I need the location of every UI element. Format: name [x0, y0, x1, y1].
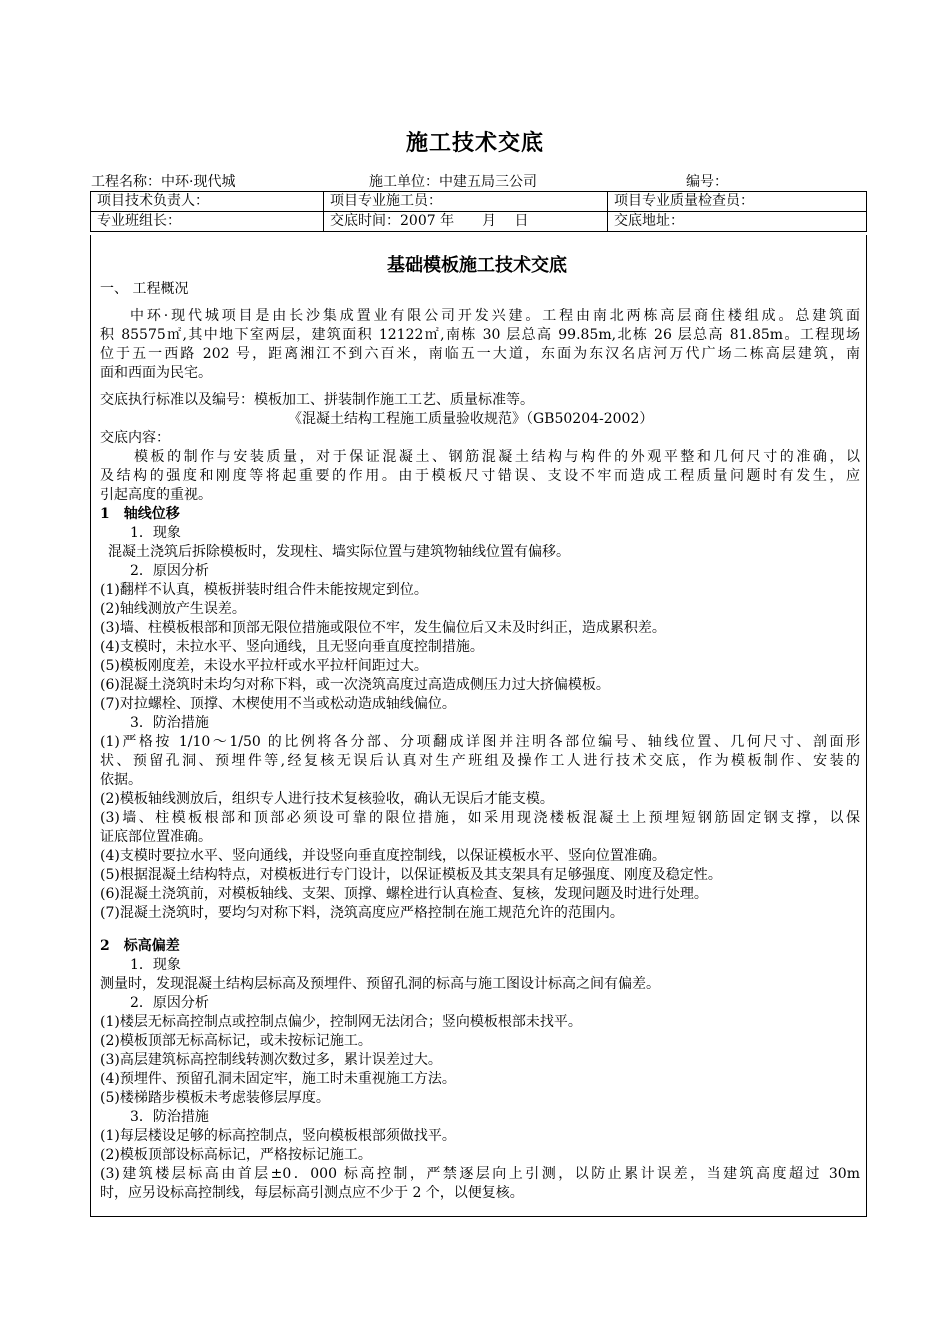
measure-line: (3)建筑楼层标高由首层±0．000 标高控制，严禁逐层向上引测，以防止累计误差，当建筑高度超过 30m [100, 1166, 860, 1182]
cause-item: (7)对拉螺栓、顶撑、木楔使用不当或松动造成轴线偏位。 [100, 696, 456, 712]
cause-item: (6)混凝土浇筑时未均匀对称下料，或一次浇筑高度过高造成侧压力过大挤偏模板。 [100, 677, 610, 693]
document-body [100, 252, 860, 1203]
cause-label: 2．原因分析 [130, 563, 209, 579]
measure-item: (4)支模时要拉水平、竖向通线，并设竖向垂直度控制线，以保证模板水平、竖向位置准确。 [100, 848, 666, 864]
intro-line: 引起高度的重视。 [100, 487, 212, 503]
cause-label: 2．原因分析 [130, 995, 209, 1011]
overview-line: 面和西面为民宅。 [100, 365, 212, 381]
document-title: 施工技术交底 [405, 130, 544, 156]
subtitle: 基础模板施工技术交底 [387, 255, 567, 276]
cause-item: (3)墙、柱模板根部和顶部无限位措施或限位不牢，发生偏位后又未及时纠正，造成累积差。 [100, 620, 666, 636]
measure-line: 状、预留孔洞、预埋件等,经复核无误后认真对生产班组及操作工人进行技术交底，作为模板制作、安装的 [100, 753, 860, 769]
cause-item: (5)楼梯踏步模板未考虑装修层厚度。 [100, 1090, 330, 1106]
measure-item: (1)每层楼设足够的标高控制点，竖向模板根部须做找平。 [100, 1128, 456, 1144]
measure-line: (1)严格按 1/10～1/50 的比例将各分部、分项翻成详图并注明各部位编号、轴线位置、几何尺寸、剖面形 [100, 734, 860, 750]
standards-label: 交底执行标准以及编号：模板加工、拼装制作施工工艺、质量标准等。 [100, 392, 534, 408]
cause-item: (1)翻样不认真，模板拼装时组合件未能按规定到位。 [100, 582, 428, 598]
overview-line: 位于五一西路 202 号，距离湘江不到六百米，南临五一大道，东面为东汉名店河万代广场二栋高层建筑，南 [100, 346, 860, 362]
section-heading-overview: 一、 工程概况 [100, 281, 189, 297]
cause-item: (1)楼层无标高控制点或控制点偏少，控制网无法闭合；竖向模板根部未找平。 [100, 1014, 582, 1030]
document-number: 编号： [686, 174, 728, 190]
phenomenon-label: 1．现象 [130, 525, 181, 541]
measure-item: (5)根据混凝土结构特点，对模板进行专门设计，以保证模板及其支架具有足够强度、刚度及稳定性。 [100, 867, 722, 883]
standards-name: 《混凝土结构工程施工质量验收规范》（GB50204-2002） [288, 411, 654, 427]
measure-item: (7)混凝土浇筑时，要均匀对称下料，浇筑高度应严格控制在施工规范允许的范围内。 [100, 905, 624, 921]
cause-item: (2)模板顶部无标高标记，或未按标记施工。 [100, 1033, 372, 1049]
measure-line: 证底部位置准确。 [100, 829, 212, 845]
cause-item: (4)预埋件、预留孔洞未固定牢，施工时未重视施工方法。 [100, 1071, 456, 1087]
cause-item: (2)轴线测放产生误差。 [100, 601, 246, 617]
overview-line: 中环·现代城项目是由长沙集成置业有限公司开发兴建。工程由南北两栋高层商住楼组成。总建筑面 [130, 308, 860, 324]
brief-time-cell: 交底时间：2007 年 月 日 [324, 212, 608, 232]
phenomenon-text: 测量时，发现混凝土结构层标高及预埋件、预留孔洞的标高与施工图设计标高之间有偏差。 [100, 976, 660, 992]
measure-line: 时，应另设标高控制线，每层标高引测点应不少于 2 个，以便复核。 [100, 1185, 524, 1201]
tech-lead-cell: 项目技术负责人： [91, 192, 324, 212]
intro-line: 及结构的强度和刚度等将起重要的作用。由于模板尺寸错误、支设不牢而造成工程质量问题时有发生，应 [100, 468, 860, 484]
construction-unit: 施工单位：中建五局三公司 [369, 174, 537, 190]
section-heading-elevation-deviation: 2 标高偏差 [100, 938, 180, 954]
measure-label: 3．防治措施 [130, 715, 209, 731]
measure-label: 3．防治措施 [130, 1109, 209, 1125]
phenomenon-text: 混凝土浇筑后拆除模板时，发现柱、墙实际位置与建筑物轴线位置有偏移。 [108, 544, 570, 560]
measure-item: (6)混凝土浇筑前，对模板轴线、支架、顶撑、螺栓进行认真检查、复核，发现问题及时进行处理。 [100, 886, 708, 902]
measure-item: (2)模板顶部设标高标记，严格按标记施工。 [100, 1147, 372, 1163]
intro-line: 模板的制作与安装质量，对于保证混凝土、钢筋混凝土结构与构件的外观平整和几何尺寸的准确，以 [134, 449, 860, 465]
measure-item: (2)模板轴线测放后，组织专人进行技术复核验收，确认无误后才能支模。 [100, 791, 554, 807]
measure-line: (3)墙、柱模板根部和顶部必须设可靠的限位措施，如采用现浇楼板混凝土上预埋短钢筋固定钢支撑，以保 [100, 810, 860, 826]
cause-item: (5)模板刚度差，未设水平拉杆或水平拉杆间距过大。 [100, 658, 428, 674]
content-label: 交底内容： [100, 430, 170, 446]
team-leader-cell: 专业班组长： [91, 212, 324, 232]
cause-item: (4)支模时，未拉水平、竖向通线，且无竖向垂直度控制措施。 [100, 639, 484, 655]
builder-cell: 项目专业施工员： [324, 192, 608, 212]
section-heading-axis-offset: 1 轴线位移 [100, 506, 180, 522]
project-name: 工程名称：中环·现代城 [91, 174, 236, 190]
overview-line: 积 85575㎡,其中地下室两层，建筑面积 12122㎡,南栋 30 层总高 99.85m,北栋 26 层总高 81.85m。工程现场 [100, 327, 860, 343]
phenomenon-label: 1．现象 [130, 957, 181, 973]
cause-item: (3)高层建筑标高控制线转测次数过多，累计误差过大。 [100, 1052, 442, 1068]
measure-line: 依据。 [100, 772, 142, 788]
brief-place-cell: 交底地址： [608, 212, 867, 232]
quality-inspector-cell: 项目专业质量检查员： [608, 192, 867, 212]
meta-table [90, 191, 867, 232]
